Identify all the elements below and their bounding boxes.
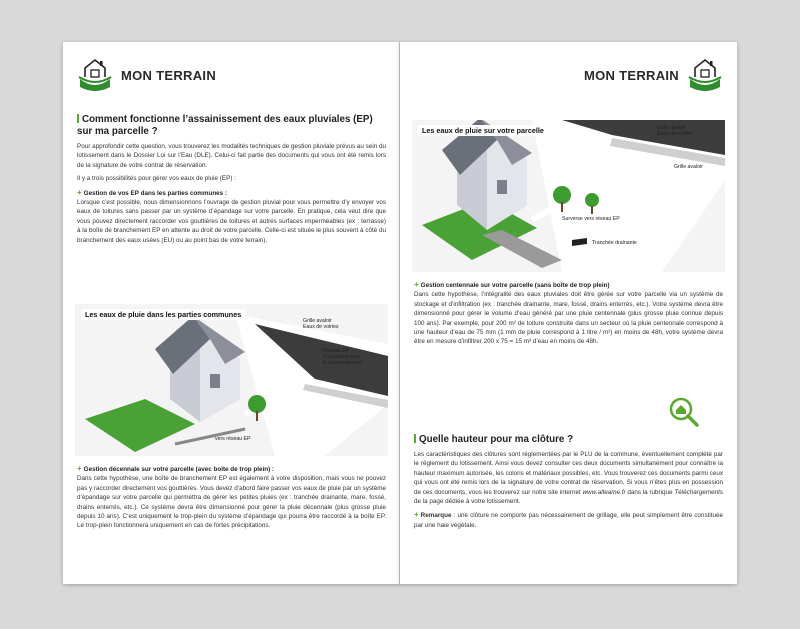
label-grille-avaloir: Grille avaloir Eaux de voiries: [303, 318, 339, 330]
illustration-title: Les eaux de pluie sur votre parcelle: [418, 125, 548, 136]
magnifier-house-icon: [668, 396, 700, 428]
plus-icon: +: [414, 510, 419, 520]
section1-title: + Gestion de vos EP dans les parties communes :: [77, 187, 228, 197]
right-text-top: [414, 280, 723, 347]
illustration-title: Les eaux de pluie dans les parties communes: [81, 309, 245, 320]
left-text-top: [77, 114, 386, 245]
page-header: [77, 54, 216, 96]
header-title: MON TERRAIN: [121, 67, 217, 83]
label-vers-reseau: vers réseau EP: [215, 436, 251, 442]
section3-body: Dans cette hypothèse, l’intégralité des eaux pluviales doit être gérée sur votre parcelle via un système de stockage et d’infiltration (ex : tranchée drainante, mare, fossé, drains enterrés, etc.). Votre système devra être dimensionné pour gérer le volume d’eau généré par une pluie centennale (plus grosse pluie connue depuis 100 ans). Par exemple, pour 200 m² de toiture construite dans un secteur où la pluie centennale correspond à une hauteur d’eau de 75 mm (1 mm de pluie correspond à 1 litre / m²) en moins de 48h, votre système devra être en mesure d’infiltrer 200 x 75 = 15 m³ d’eau en moins de 48h.: [414, 291, 723, 346]
intro-paragraph: Pour approfondir cette question, vous trouverez les modalités techniques de gestion pluviale prévus au sein du lotissement dans le Dossier Loi sur l’Eau (DLE). Celui-ci fait partie des documents qui vous ont été remis lors de la signature de votre contrat de réservation.: [77, 143, 386, 169]
cloture-paragraph: Les caractéristiques des clôtures sont réglementées par le PLU de la commune, éventuellement complété par le règlement du lotissement. Ainsi vous devez consulter ces deux documents simultanément pour connaître la hauteur maximum autorisée, les coloris et matériaux possibles, etc. Vous trouverez ces documents parmi ceux qui vous ont été remis lors de la signature de votre contrat de réservation. Si vous n’êtes plus en possession de ces documents, vous les trouverez sur notre site internet www.alteame.fr dans la rubrique Téléchargements de la page dédiée à votre lotissement.: [414, 451, 723, 506]
left-text-bottom: [77, 464, 386, 531]
left-page: [63, 42, 400, 584]
three-options-text: Il y a trois possibilités pour gérer vos eaux de pluie (EP) :: [77, 175, 236, 183]
label-surverse: Surverse vers réseau EP: [562, 216, 620, 222]
remarque-paragraph: + Remarque : une clôture ne comporte pas nécessairement de grillage, elle peut simplement être constituée par une haie végétale.: [414, 510, 723, 529]
site-link[interactable]: www.alteame.fr: [582, 488, 626, 496]
plus-icon: +: [77, 464, 82, 473]
section2-body: Dans cette hypothèse, une boîte de branchement EP est également à votre disposition, mais vous ne pouvez pas y raccorder directement vos gouttières. Vous devez d’abord faire passer vos eaux de pluie par un système d’épandage sur votre parcelle qui permettra de gérer les petites pluies (ex : tranchée drainante, mare, fossé, drains enterrés, etc.). Ce système devra être dimensionné pour gérer la pluie décennale (plus grosse pluie depuis 10 ans). C’est uniquement le trop-plein du système d’épandage qui pourra être raccordé à la boîte EP. Le trop-plein fonctionnera uniquement en cas de fortes précipitations.: [77, 475, 386, 530]
heading-cloture: Quelle hauteur pour ma clôture ?: [414, 434, 723, 446]
label-grille-avaloir: Grille avaloir Eaux de voiries: [657, 125, 693, 137]
right-page: [400, 42, 737, 584]
header-title: MON TERRAIN: [583, 67, 679, 83]
heading-assainissement: Comment fonctionne l’assainissement des eaux pluviales (EP) sur ma parcelle ?: [77, 114, 373, 137]
house-logo-icon: [687, 57, 723, 93]
plus-icon: +: [77, 187, 82, 197]
label-grille-avaloir-2: Grille avaloir: [674, 164, 703, 170]
plus-icon: +: [414, 280, 419, 289]
house-logo-icon: [77, 57, 113, 93]
section2-title: + Gestion décennale sur votre parcelle (avec boîte de trop plein) :: [77, 464, 275, 473]
rubrique-text: Téléchargements: [674, 488, 723, 496]
section1-body: Lorsque c’est possible, nous dimensionnons l’ouvrage de gestion pluvial pour vous permettre d’y envoyer vos eaux de toitures sans passer par un système d’épandage sur votre parcelle. En pratique, cela veut dire que vous pouvez directement raccorder vos gouttières de toitures et autres surfaces imperméables (ex : terrasse) à la boîte de branchement EP en attente au droit de votre parcelle. Celle-ci est située le plus souvent à côté du branchement des eaux usées (EU) ou au point bas de votre terrain).: [77, 199, 386, 244]
label-reseau-ep: Réseau EP Évacuation vers le bassin tampon: [323, 348, 363, 366]
page-header: [584, 54, 723, 96]
illustration-parties-communes: [75, 304, 388, 456]
label-tranchee: Tranchée drainante: [592, 240, 637, 246]
section3-title: + Gestion centennale sur votre parcelle (sans boîte de trop plein): [414, 280, 610, 289]
illustration-votre-parcelle: [412, 120, 725, 272]
right-text-bottom: [414, 434, 723, 530]
